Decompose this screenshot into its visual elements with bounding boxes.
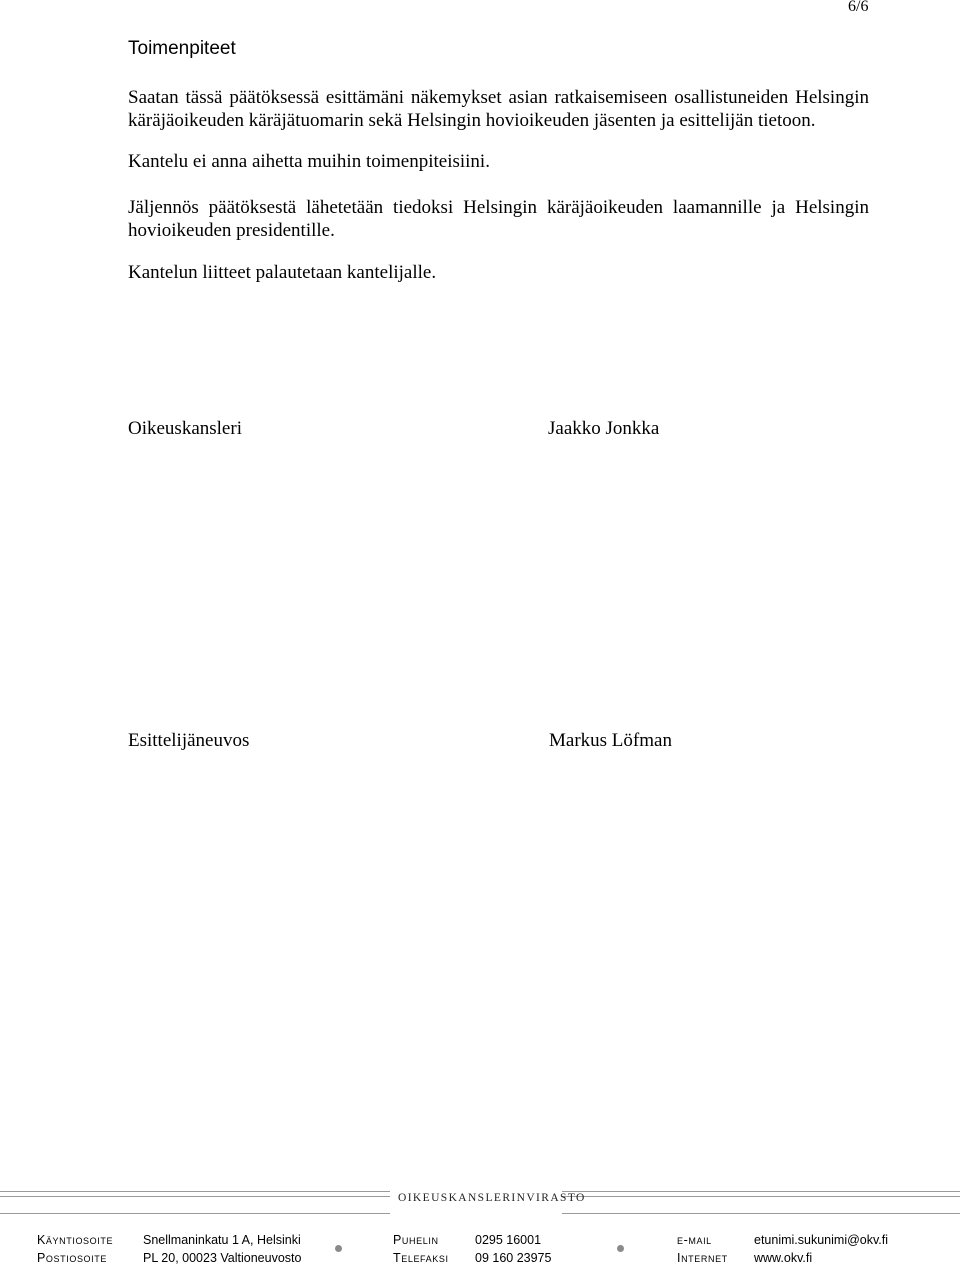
paragraph-notification: Saatan tässä päätöksessä esittämäni näkemykset asian ratkaisemiseen osallistuneiden Helsingin käräjäoikeuden käräjätuomarin sekä Helsingin hovioikeuden jäsenten ja esittelijän tietoon. bbox=[128, 87, 869, 131]
section-heading: Toimenpiteet bbox=[128, 38, 236, 59]
footer-bullet-icon bbox=[335, 1245, 342, 1252]
footer-internet-label: Internet bbox=[677, 1251, 728, 1265]
footer-email-label: e-mail bbox=[677, 1233, 712, 1247]
footer-post-label: Postiosoite bbox=[37, 1251, 107, 1265]
page-number: 6/6 bbox=[848, 0, 869, 15]
signature-name-referendary: Markus Löfman bbox=[549, 730, 672, 751]
signature-title-chancellor: Oikeuskansleri bbox=[128, 418, 242, 439]
footer-bullet-icon bbox=[617, 1245, 624, 1252]
paragraph-copy-sent: Jäljennös päätöksestä lähetetään tiedoksi Helsingin käräjäoikeuden laamannille ja Helsingin hovioikeuden presidentille. bbox=[128, 197, 869, 241]
paragraph-attachments-returned: Kantelun liitteet palautetaan kantelijalle. bbox=[128, 262, 437, 283]
footer-email-link[interactable]: etunimi.sukunimi@okv.fi bbox=[754, 1233, 889, 1247]
footer-fax-label: Telefaksi bbox=[393, 1251, 449, 1265]
footer-post-address: PL 20, 00023 Valtioneuvosto bbox=[143, 1251, 302, 1265]
footer-fax-number: 09 160 23975 bbox=[475, 1251, 552, 1265]
paragraph-no-further-action: Kantelu ei anna aihetta muihin toimenpiteisiini. bbox=[128, 151, 490, 172]
footer-phone-number: 0295 16001 bbox=[475, 1233, 542, 1247]
footer-visit-address: Snellmaninkatu 1 A, Helsinki bbox=[143, 1233, 301, 1247]
footer-visit-label: Käyntiosoite bbox=[37, 1233, 114, 1247]
signature-name-chancellor: Jaakko Jonkka bbox=[548, 418, 660, 439]
footer-phone-label: Puhelin bbox=[393, 1233, 439, 1247]
signature-title-referendary: Esittelijäneuvos bbox=[128, 730, 250, 751]
footer-website-link[interactable]: www.okv.fi bbox=[754, 1251, 813, 1265]
footer-logo-text: OIKEUSKANSLERINVIRASTO bbox=[398, 1192, 586, 1204]
